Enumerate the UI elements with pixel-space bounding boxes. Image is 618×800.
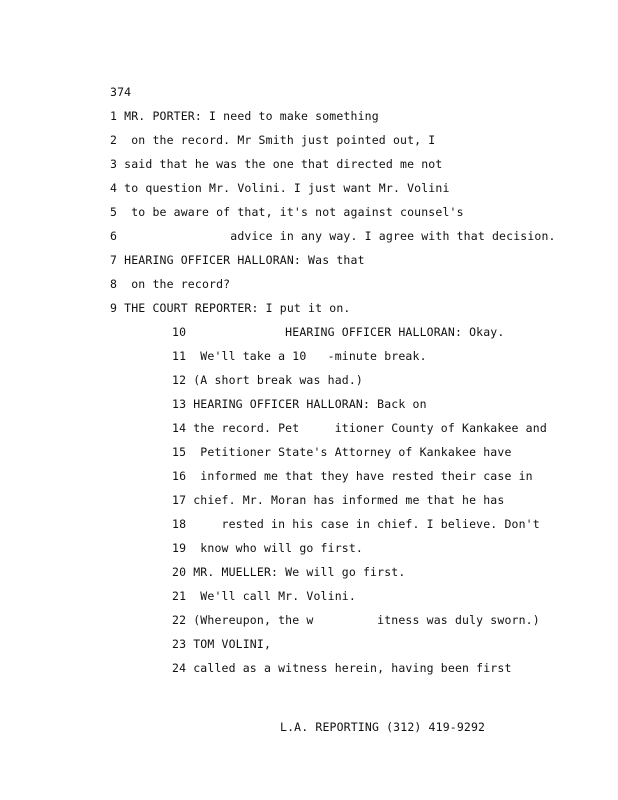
transcript-line-15: 15 Petitioner State's Attorney of Kankakee have xyxy=(172,445,512,459)
transcript-line-19: 19 know who will go first. xyxy=(172,541,363,555)
transcript-line-24: 24 called as a witness herein, having been first xyxy=(172,661,512,675)
transcript-line-7: 7 HEARING OFFICER HALLORAN: Was that xyxy=(110,253,365,267)
transcript-line-21: 21 We'll call Mr. Volini. xyxy=(172,589,356,603)
transcript-line-3: 3 said that he was the one that directed me not xyxy=(110,157,443,171)
transcript-line-14: 14 the record. Pet itioner County of Kankakee and xyxy=(172,421,547,435)
transcript-line-18: 18 rested in his case in chief. I believe. Don't xyxy=(172,517,540,531)
transcript-line-4: 4 to question Mr. Volini. I just want Mr. Volini xyxy=(110,181,450,195)
transcript-line-13: 13 HEARING OFFICER HALLORAN: Back on xyxy=(172,397,427,411)
transcript-line-8: 8 on the record? xyxy=(110,277,231,291)
transcript-line-23: 23 TOM VOLINI, xyxy=(172,637,272,651)
transcript-line-11: 11 We'll take a 10 -minute break. xyxy=(172,349,427,363)
transcript-line-16: 16 informed me that they have rested their case in xyxy=(172,469,533,483)
transcript-line-22: 22 (Whereupon, the w itness was duly sworn.) xyxy=(172,613,540,627)
page-footer: L.A. REPORTING (312) 419-9292 xyxy=(280,720,486,734)
transcript-line-5: 5 to be aware of that, it's not against counsel's xyxy=(110,205,464,219)
transcript-line-10: 10 HEARING OFFICER HALLORAN: Okay. xyxy=(172,325,505,339)
transcript-line-2: 2 on the record. Mr Smith just pointed out, I xyxy=(110,133,436,147)
transcript-line-6: 6 advice in any way. I agree with that decision. xyxy=(110,229,556,243)
transcript-line-12: 12 (A short break was had.) xyxy=(172,373,363,387)
transcript-line-17: 17 chief. Mr. Moran has informed me that he has xyxy=(172,493,505,507)
page-number: 374 xyxy=(110,85,132,99)
transcript-line-9: 9 THE COURT REPORTER: I put it on. xyxy=(110,301,351,315)
transcript-line-20: 20 MR. MUELLER: We will go first. xyxy=(172,565,406,579)
transcript-line-1: 1 MR. PORTER: I need to make something xyxy=(110,109,379,123)
